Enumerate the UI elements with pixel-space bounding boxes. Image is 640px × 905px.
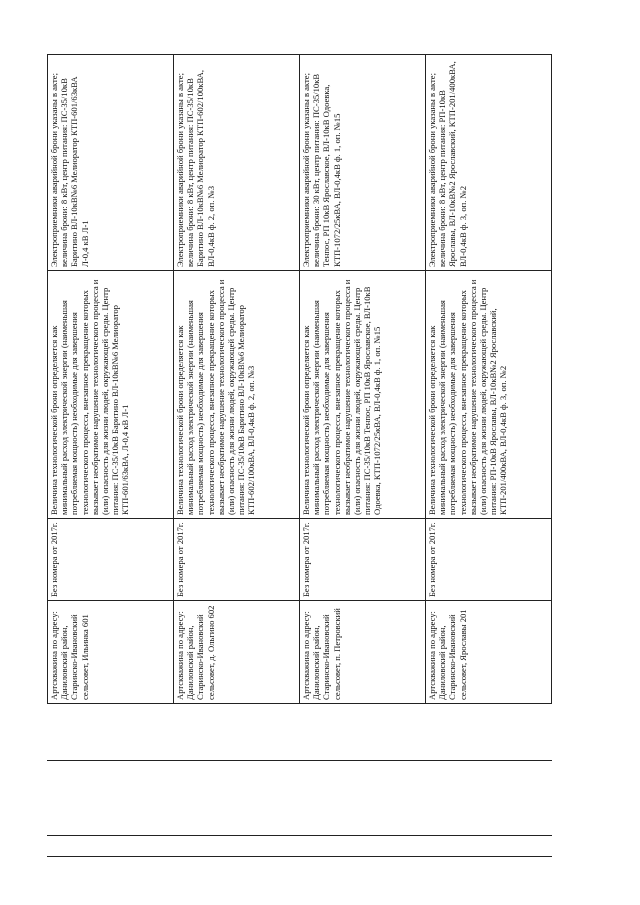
- divider-line: [47, 760, 552, 761]
- divider-line: [47, 835, 552, 836]
- power-reserve-table: [47, 54, 552, 704]
- number-cell: Без номера от 2017г.: [48, 519, 174, 601]
- table-row: [48, 55, 174, 704]
- tech-reserve-cell: Величина технологической брони определяется как минимальный расход электрической энергии (наименьшая потребляемая мощность) необходимые для завершения технологического процесса, внезапное прекращение которых вызывает необратимое нарушение технологического процесса и (или) опасность для жизни людей, окружающей среды. Центр питания: ПС-35/10кВ Баритино ВЛ-10кВ№6 Мелиоратор КТП-601/63кВА, Л-0,4 кВ Л-1: [48, 271, 174, 519]
- number-cell: Без номера от 2017г.: [300, 519, 426, 601]
- emergency-reserve-cell: Электроприемники аварийной брони указаны в акте; величина брони: 8 кВт, центр питания: ПС-35/10кВ Баритино ВЛ-10кВ№6 Мелиоратор КТП-601/63кВА Л-0,4 кВ Л-1: [48, 55, 174, 271]
- table-row: [300, 55, 426, 704]
- divider-line: [47, 856, 552, 857]
- number-cell: Без номера от 2017г.: [426, 519, 552, 601]
- address-cell: Артскважина по адресу: Даниловский район, Старинско-Ивановский сельсовет, п. Петровский: [300, 601, 426, 704]
- tech-reserve-cell: Величина технологической брони определяется как минимальный расход электрической энергии (наименьшая потребляемая мощность) необходимые для завершения технологического процесса, внезапное прекращение которых вызывает необратимое нарушение технологического процесса и (или) опасность для жизни людей, окружающей среды. Центр питания: РП-10кВ Ярославы, ВЛ-10кВ№2 Ярославский, КТП-201/400кВА, ВЛ-0,4кВ ф. 3, оп. №2: [426, 271, 552, 519]
- table-row: [426, 55, 552, 704]
- address-cell: Артскважина по адресу: Даниловский район, Старинско-Ивановский сельсовет, Ярославы 201: [426, 601, 552, 704]
- emergency-reserve-cell: Электроприемники аварийной брони указаны в акте; величина брони: 30 кВт, центр питания: ПС-35/10кВ Тенпос, РП 10кВ Ярославское, ВЛ-10кВ Одоевка, КТП-1072/25кВА, ВЛ-0,4кВ ф. 1, оп. №15: [300, 55, 426, 271]
- table-row: [174, 55, 300, 704]
- number-cell: Без номера от 2017г.: [174, 519, 300, 601]
- tech-reserve-cell: Величина технологической брони определяется как минимальный расход электрической энергии (наименьшая потребляемая мощность) необходимые для завершения технологического процесса, внезапное прекращение которых вызывает необратимое нарушение технологического процесса и (или) опасность для жизни людей, окружающей среды. Центр питания: ПС-35/10кВ Тенпос, РП 10кВ Ярославское, ВЛ-10кВ Одоевка, КТП-1072/25кВА, ВЛ-0,4кВ ф. 1, оп. №15: [300, 271, 426, 519]
- address-cell: Артскважина по адресу: Даниловский район, Старинско-Ивановский сельсовет, д. Ольгино 602: [174, 601, 300, 704]
- emergency-reserve-cell: Электроприемники аварийной брони указаны в акте; величина брони: 8 кВт, центр питания: ПС-35/10кВ Баритино ВЛ-10кВ№6 Мелиоратор КТП-602/100кВА, ВЛ-0,4кВ ф. 2, оп. №3: [174, 55, 300, 271]
- address-cell: Артскважина по адресу: Даниловский район, Старинско-Ивановский сельсовет, Ильинка 601: [48, 601, 174, 704]
- tech-reserve-cell: Величина технологической брони определяется как минимальный расход электрической энергии (наименьшая потребляемая мощность) необходимые для завершения технологического процесса, внезапное прекращение которых вызывает необратимое нарушение технологического процесса и (или) опасность для жизни людей, окружающей среды. Центр питания: ПС-35/10кВ Баритино ВЛ-10кВ№6 Мелиоратор КТП-602/100кВА, ВЛ-0,4кВ ф. 2, оп. №3: [174, 271, 300, 519]
- emergency-reserve-cell: Электроприемники аварийной брони указаны в акте; величина брони: 8 кВт, центр питания: РП-10кВ Ярославы, ВЛ-10кВ№2 Ярославский, КТП-201/400кВА, ВЛ-0,4кВ ф. 3, оп. №2: [426, 55, 552, 271]
- rotated-table-container: [47, 55, 552, 704]
